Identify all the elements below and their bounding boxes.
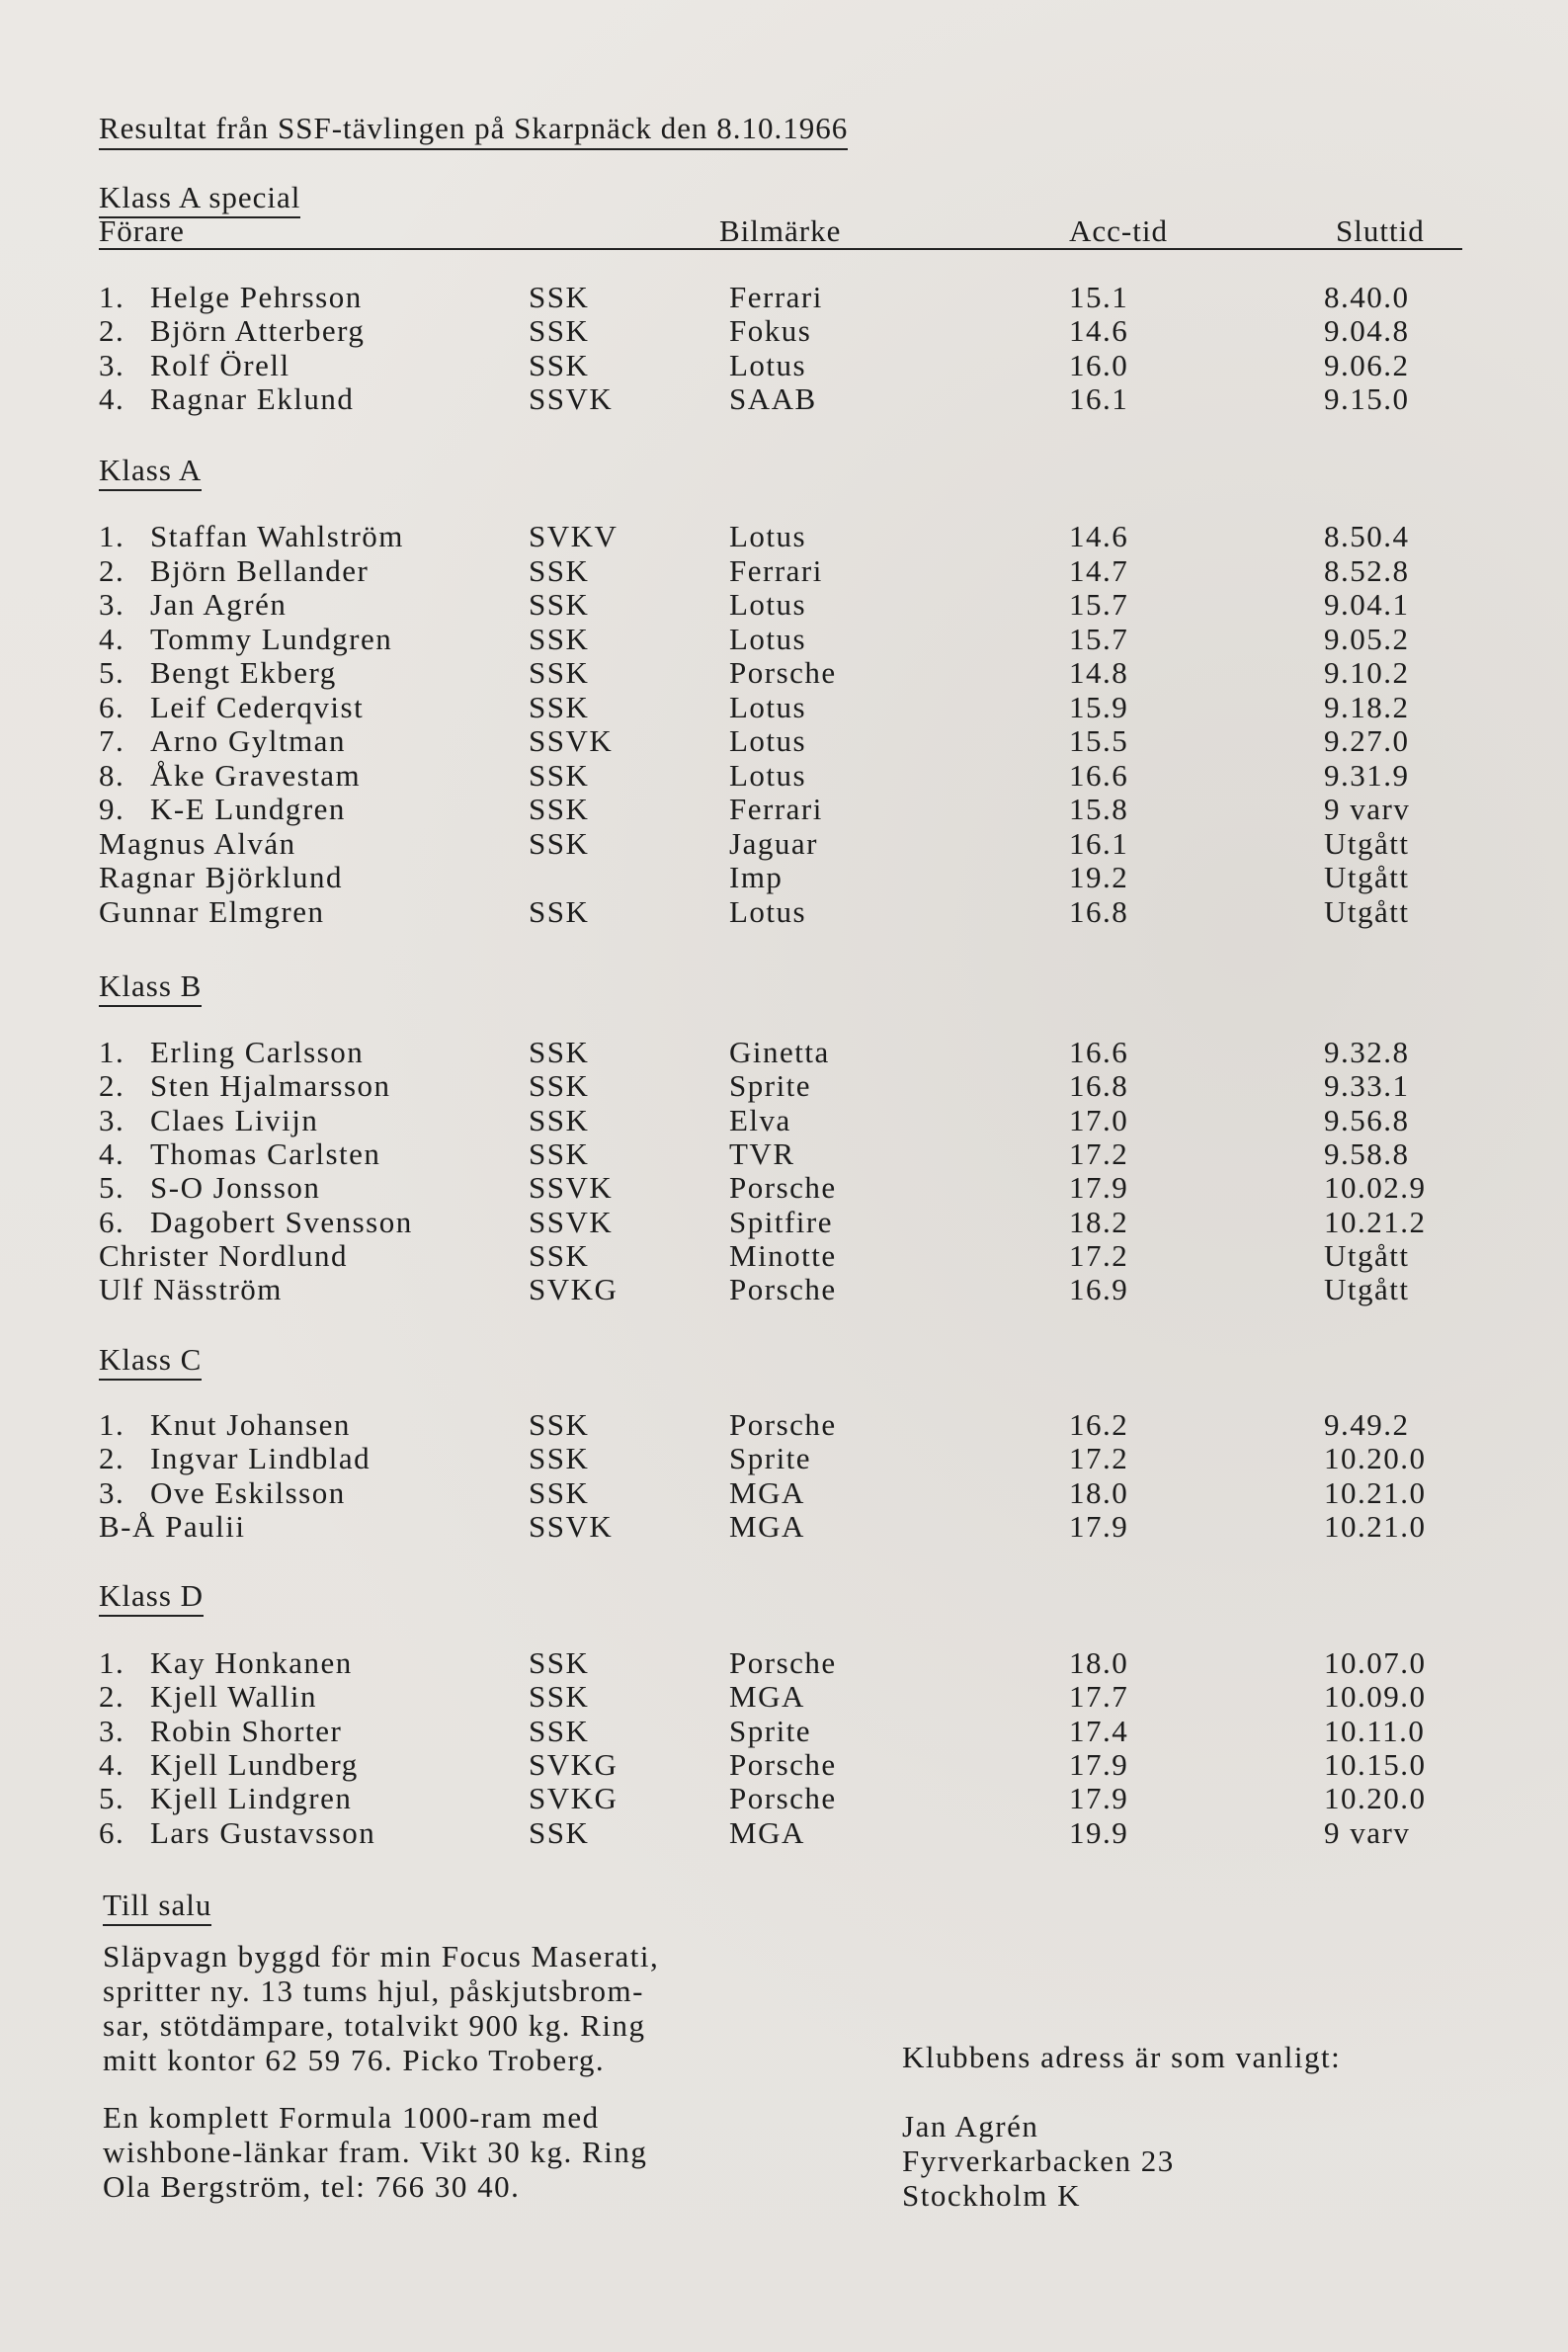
club-cell: SSK [529,587,590,622]
position-cell: 3. [99,587,125,622]
driver-cell: Kjell Lindgren [150,1781,353,1815]
acc-time-cell: 17.2 [1069,1441,1129,1475]
result-row [0,313,1568,347]
driver-cell: Ragnar Björklund [99,860,343,894]
club-cell: SSVK [529,723,614,758]
club-cell: SSK [529,758,590,793]
driver-cell: Christer Nordlund [99,1238,348,1273]
final-time-cell: 9.10.2 [1324,655,1410,690]
result-row [0,1714,1568,1747]
position-cell: 2. [99,313,125,348]
car-cell: Lotus [729,723,807,758]
result-row [0,1475,1568,1509]
club-cell: SSK [529,894,590,929]
position-cell: 3. [99,348,125,382]
text-line: En komplett Formula 1000-ram med [103,2100,600,2135]
club-cell: SVKG [529,1747,619,1782]
car-cell: TVR [729,1136,795,1171]
position-cell: 1. [99,1407,125,1442]
result-row [0,655,1568,689]
club-cell: SSK [529,690,590,724]
acc-time-cell: 17.0 [1069,1103,1129,1137]
acc-time-cell: 18.0 [1069,1645,1129,1680]
acc-time-cell: 17.9 [1069,1170,1129,1205]
club-cell: SSVK [529,1509,614,1544]
position-cell: 4. [99,381,125,416]
final-time-cell: 9.58.8 [1324,1136,1410,1171]
result-row [0,1747,1568,1781]
final-time-cell: Utgått [1324,860,1410,894]
result-row [0,1068,1568,1102]
position-cell: 9. [99,792,125,826]
text-line: Släpvagn byggd för min Focus Maserati, [103,1939,660,1974]
driver-cell: Thomas Carlsten [150,1136,381,1171]
final-time-cell: 9.49.2 [1324,1407,1410,1442]
final-time-cell: 9.05.2 [1324,622,1410,656]
club-cell: SSK [529,280,590,314]
club-cell: SSK [529,1475,590,1510]
final-time-cell: 9.32.8 [1324,1035,1410,1069]
final-time-cell: 10.21.0 [1324,1475,1427,1510]
position-cell: 1. [99,519,125,553]
for-sale-ad-formula-frame [103,2100,647,2204]
acc-time-cell: 17.9 [1069,1781,1129,1815]
car-cell: SAAB [729,381,817,416]
acc-time-cell: 17.9 [1069,1747,1129,1782]
final-time-cell: 9.18.2 [1324,690,1410,724]
car-cell: Ginetta [729,1035,830,1069]
acc-time-cell: 19.2 [1069,860,1129,894]
club-cell: SSK [529,1679,590,1714]
result-row [0,723,1568,757]
result-row [0,1170,1568,1204]
car-cell: Lotus [729,758,807,793]
class-heading-a: Klass A [99,453,202,491]
club-cell: SSK [529,1136,590,1171]
position-cell: 2. [99,1068,125,1103]
car-cell: Fokus [729,313,812,348]
column-header-driver: Förare [99,213,185,248]
club-cell: SSK [529,348,590,382]
driver-cell: Arno Gyltman [150,723,346,758]
class-heading-d: Klass D [99,1578,204,1617]
car-cell: Lotus [729,894,807,929]
position-cell: 2. [99,1679,125,1714]
position-cell: 1. [99,1645,125,1680]
final-time-cell: 10.02.9 [1324,1170,1427,1205]
position-cell: 5. [99,655,125,690]
result-row [0,587,1568,621]
for-sale-heading: Till salu [103,1888,211,1926]
car-cell: Sprite [729,1714,812,1748]
driver-cell: Björn Atterberg [150,313,366,348]
final-time-cell: 9.04.8 [1324,313,1410,348]
text-line: Ola Bergström, tel: 766 30 40. [103,2169,521,2204]
car-cell: Sprite [729,1068,812,1103]
driver-cell: Gunnar Elmgren [99,894,325,929]
result-row [0,1272,1568,1305]
result-row [0,758,1568,792]
result-row [0,381,1568,415]
result-row [0,1781,1568,1814]
text-line: Fyrverkarbacken 23 [902,2143,1175,2178]
driver-cell: Kay Honkanen [150,1645,353,1680]
final-time-cell: 8.40.0 [1324,280,1410,314]
position-cell: 2. [99,1441,125,1475]
driver-cell: Ulf Näsström [99,1272,283,1306]
position-cell: 3. [99,1103,125,1137]
acc-time-cell: 18.2 [1069,1205,1129,1239]
final-time-cell: 10.09.0 [1324,1679,1427,1714]
club-cell: SVKG [529,1272,619,1306]
result-row [0,519,1568,552]
acc-time-cell: 14.6 [1069,313,1129,348]
position-cell: 5. [99,1781,125,1815]
driver-cell: B-Å Paulii [99,1509,246,1544]
class-heading-c: Klass C [99,1342,202,1381]
club-cell: SSK [529,1035,590,1069]
acc-time-cell: 16.9 [1069,1272,1129,1306]
final-time-cell: 9.31.9 [1324,758,1410,793]
acc-time-cell: 18.0 [1069,1475,1129,1510]
club-cell: SSVK [529,1205,614,1239]
driver-cell: Sten Hjalmarsson [150,1068,391,1103]
column-header-car: Bilmärke [719,213,842,248]
result-row [0,1407,1568,1441]
driver-cell: Knut Johansen [150,1407,351,1442]
acc-time-cell: 16.1 [1069,826,1129,861]
column-header-final: Sluttid [1336,213,1425,248]
result-row [0,280,1568,313]
acc-time-cell: 17.2 [1069,1136,1129,1171]
driver-cell: Robin Shorter [150,1714,343,1748]
driver-cell: Ingvar Lindblad [150,1441,371,1475]
position-cell: 6. [99,690,125,724]
car-cell: Lotus [729,519,807,553]
driver-cell: Björn Bellander [150,553,370,588]
car-cell: Ferrari [729,280,823,314]
result-row [0,792,1568,825]
car-cell: Imp [729,860,784,894]
club-cell: SSK [529,553,590,588]
final-time-cell: Utgått [1324,826,1410,861]
position-cell: 7. [99,723,125,758]
final-time-cell: 10.15.0 [1324,1747,1427,1782]
club-cell: SSK [529,1068,590,1103]
header-rule [99,248,1462,250]
driver-cell: Erling Carlsson [150,1035,365,1069]
acc-time-cell: 15.5 [1069,723,1129,758]
final-time-cell: Utgått [1324,1238,1410,1273]
driver-cell: K-E Lundgren [150,792,346,826]
result-row [0,1509,1568,1543]
car-cell: Ferrari [729,553,823,588]
final-time-cell: 9.33.1 [1324,1068,1410,1103]
position-cell: 1. [99,280,125,314]
car-cell: MGA [729,1475,805,1510]
car-cell: Sprite [729,1441,812,1475]
acc-time-cell: 17.4 [1069,1714,1129,1748]
club-cell: SSK [529,1238,590,1273]
car-cell: Lotus [729,348,807,382]
driver-cell: S-O Jonsson [150,1170,321,1205]
position-cell: 6. [99,1815,125,1850]
driver-cell: Tommy Lundgren [150,622,393,656]
car-cell: Elva [729,1103,791,1137]
acc-time-cell: 16.6 [1069,758,1129,793]
page-title: Resultat från SSF-tävlingen på Skarpnäck den 8.10.1966 [99,111,848,150]
driver-cell: Claes Livijn [150,1103,319,1137]
result-row [0,1441,1568,1474]
acc-time-cell: 17.7 [1069,1679,1129,1714]
club-cell: SSK [529,313,590,348]
driver-cell: Ragnar Eklund [150,381,355,416]
position-cell: 6. [99,1205,125,1239]
club-cell: SSK [529,826,590,861]
driver-cell: Lars Gustavsson [150,1815,376,1850]
result-row [0,860,1568,893]
club-cell: SVKV [529,519,619,553]
position-cell: 2. [99,553,125,588]
position-cell: 3. [99,1714,125,1748]
text-line: sar, stötdämpare, totalvikt 900 kg. Ring [103,2008,646,2043]
driver-cell: Leif Cederqvist [150,690,365,724]
text-line: Jan Agrén [902,2109,1039,2143]
text-line: spritter ny. 13 tums hjul, påskjutsbrom- [103,1974,644,2008]
final-time-cell: 10.11.0 [1324,1714,1426,1748]
for-sale-ad-trailer [103,1939,659,2077]
driver-cell: Rolf Örell [150,348,290,382]
text-line: wishbone-länkar fram. Vikt 30 kg. Ring [103,2135,648,2169]
club-cell: SSK [529,1714,590,1748]
final-time-cell: Utgått [1324,1272,1410,1306]
result-row [0,690,1568,723]
result-row [0,1103,1568,1136]
driver-cell: Kjell Wallin [150,1679,318,1714]
car-cell: MGA [729,1815,805,1850]
car-cell: Porsche [729,655,837,690]
club-cell: SSK [529,1815,590,1850]
acc-time-cell: 17.2 [1069,1238,1129,1273]
driver-cell: Jan Agrén [150,587,288,622]
final-time-cell: 9.56.8 [1324,1103,1410,1137]
final-time-cell: 9 varv [1324,1815,1411,1850]
final-time-cell: 9 varv [1324,792,1411,826]
acc-time-cell: 14.6 [1069,519,1129,553]
car-cell: Lotus [729,587,807,622]
club-cell: SSVK [529,1170,614,1205]
club-cell: SVKG [529,1781,619,1815]
driver-cell: Dagobert Svensson [150,1205,413,1239]
text-line: Klubbens adress är som vanligt: [902,2040,1342,2074]
acc-time-cell: 17.9 [1069,1509,1129,1544]
result-row [0,553,1568,587]
club-address [902,2040,1341,2213]
class-heading-a-special: Klass A special [99,180,300,218]
result-row [0,1136,1568,1170]
acc-time-cell: 16.8 [1069,1068,1129,1103]
position-cell: 4. [99,1136,125,1171]
result-row [0,1238,1568,1272]
club-cell: SSVK [529,381,614,416]
driver-cell: Staffan Wahlström [150,519,404,553]
club-cell: SSK [529,622,590,656]
club-cell: SSK [529,1103,590,1137]
acc-time-cell: 16.2 [1069,1407,1129,1442]
driver-cell: Kjell Lundberg [150,1747,359,1782]
final-time-cell: 10.20.0 [1324,1781,1427,1815]
car-cell: Porsche [729,1781,837,1815]
result-row [0,1205,1568,1238]
club-cell: SSK [529,1407,590,1442]
final-time-cell: 9.27.0 [1324,723,1410,758]
car-cell: Porsche [729,1747,837,1782]
car-cell: Jaguar [729,826,818,861]
result-row [0,622,1568,655]
acc-time-cell: 14.8 [1069,655,1129,690]
acc-time-cell: 16.0 [1069,348,1129,382]
text-line [902,2074,1341,2109]
car-cell: MGA [729,1509,805,1544]
club-cell: SSK [529,792,590,826]
car-cell: Minotte [729,1238,837,1273]
position-cell: 1. [99,1035,125,1069]
acc-time-cell: 15.1 [1069,280,1129,314]
acc-time-cell: 15.7 [1069,587,1129,622]
final-time-cell: 9.04.1 [1324,587,1410,622]
driver-cell: Bengt Ekberg [150,655,337,690]
final-time-cell: 10.21.2 [1324,1205,1427,1239]
final-time-cell: 10.07.0 [1324,1645,1427,1680]
final-time-cell: 10.21.0 [1324,1509,1427,1544]
position-cell: 5. [99,1170,125,1205]
result-row [0,1679,1568,1713]
final-time-cell: 9.15.0 [1324,381,1410,416]
car-cell: Porsche [729,1170,837,1205]
club-cell: SSK [529,1645,590,1680]
final-time-cell: 8.52.8 [1324,553,1410,588]
club-cell: SSK [529,1441,590,1475]
driver-cell: Helge Pehrsson [150,280,363,314]
position-cell: 4. [99,1747,125,1782]
position-cell: 3. [99,1475,125,1510]
car-cell: Porsche [729,1645,837,1680]
final-time-cell: 9.06.2 [1324,348,1410,382]
result-row [0,1645,1568,1679]
driver-cell: Magnus Alván [99,826,296,861]
car-cell: Spitfire [729,1205,833,1239]
car-cell: Porsche [729,1272,837,1306]
acc-time-cell: 15.9 [1069,690,1129,724]
column-header-acc: Acc-tid [1069,213,1168,248]
acc-time-cell: 19.9 [1069,1815,1129,1850]
final-time-cell: Utgått [1324,894,1410,929]
driver-cell: Åke Gravestam [150,758,362,793]
result-row [0,348,1568,381]
position-cell: 4. [99,622,125,656]
position-cell: 8. [99,758,125,793]
acc-time-cell: 15.7 [1069,622,1129,656]
acc-time-cell: 15.8 [1069,792,1129,826]
final-time-cell: 8.50.4 [1324,519,1410,553]
acc-time-cell: 14.7 [1069,553,1129,588]
car-cell: Ferrari [729,792,823,826]
club-cell: SSK [529,655,590,690]
acc-time-cell: 16.1 [1069,381,1129,416]
acc-time-cell: 16.8 [1069,894,1129,929]
class-heading-b: Klass B [99,968,202,1007]
car-cell: Porsche [729,1407,837,1442]
result-row [0,1815,1568,1849]
car-cell: Lotus [729,622,807,656]
result-row [0,1035,1568,1068]
text-line: Stockholm K [902,2178,1081,2213]
driver-cell: Ove Eskilsson [150,1475,346,1510]
final-time-cell: 10.20.0 [1324,1441,1427,1475]
acc-time-cell: 16.6 [1069,1035,1129,1069]
car-cell: MGA [729,1679,805,1714]
result-row [0,894,1568,928]
result-row [0,826,1568,860]
text-line: mitt kontor 62 59 76. Picko Troberg. [103,2043,606,2077]
car-cell: Lotus [729,690,807,724]
